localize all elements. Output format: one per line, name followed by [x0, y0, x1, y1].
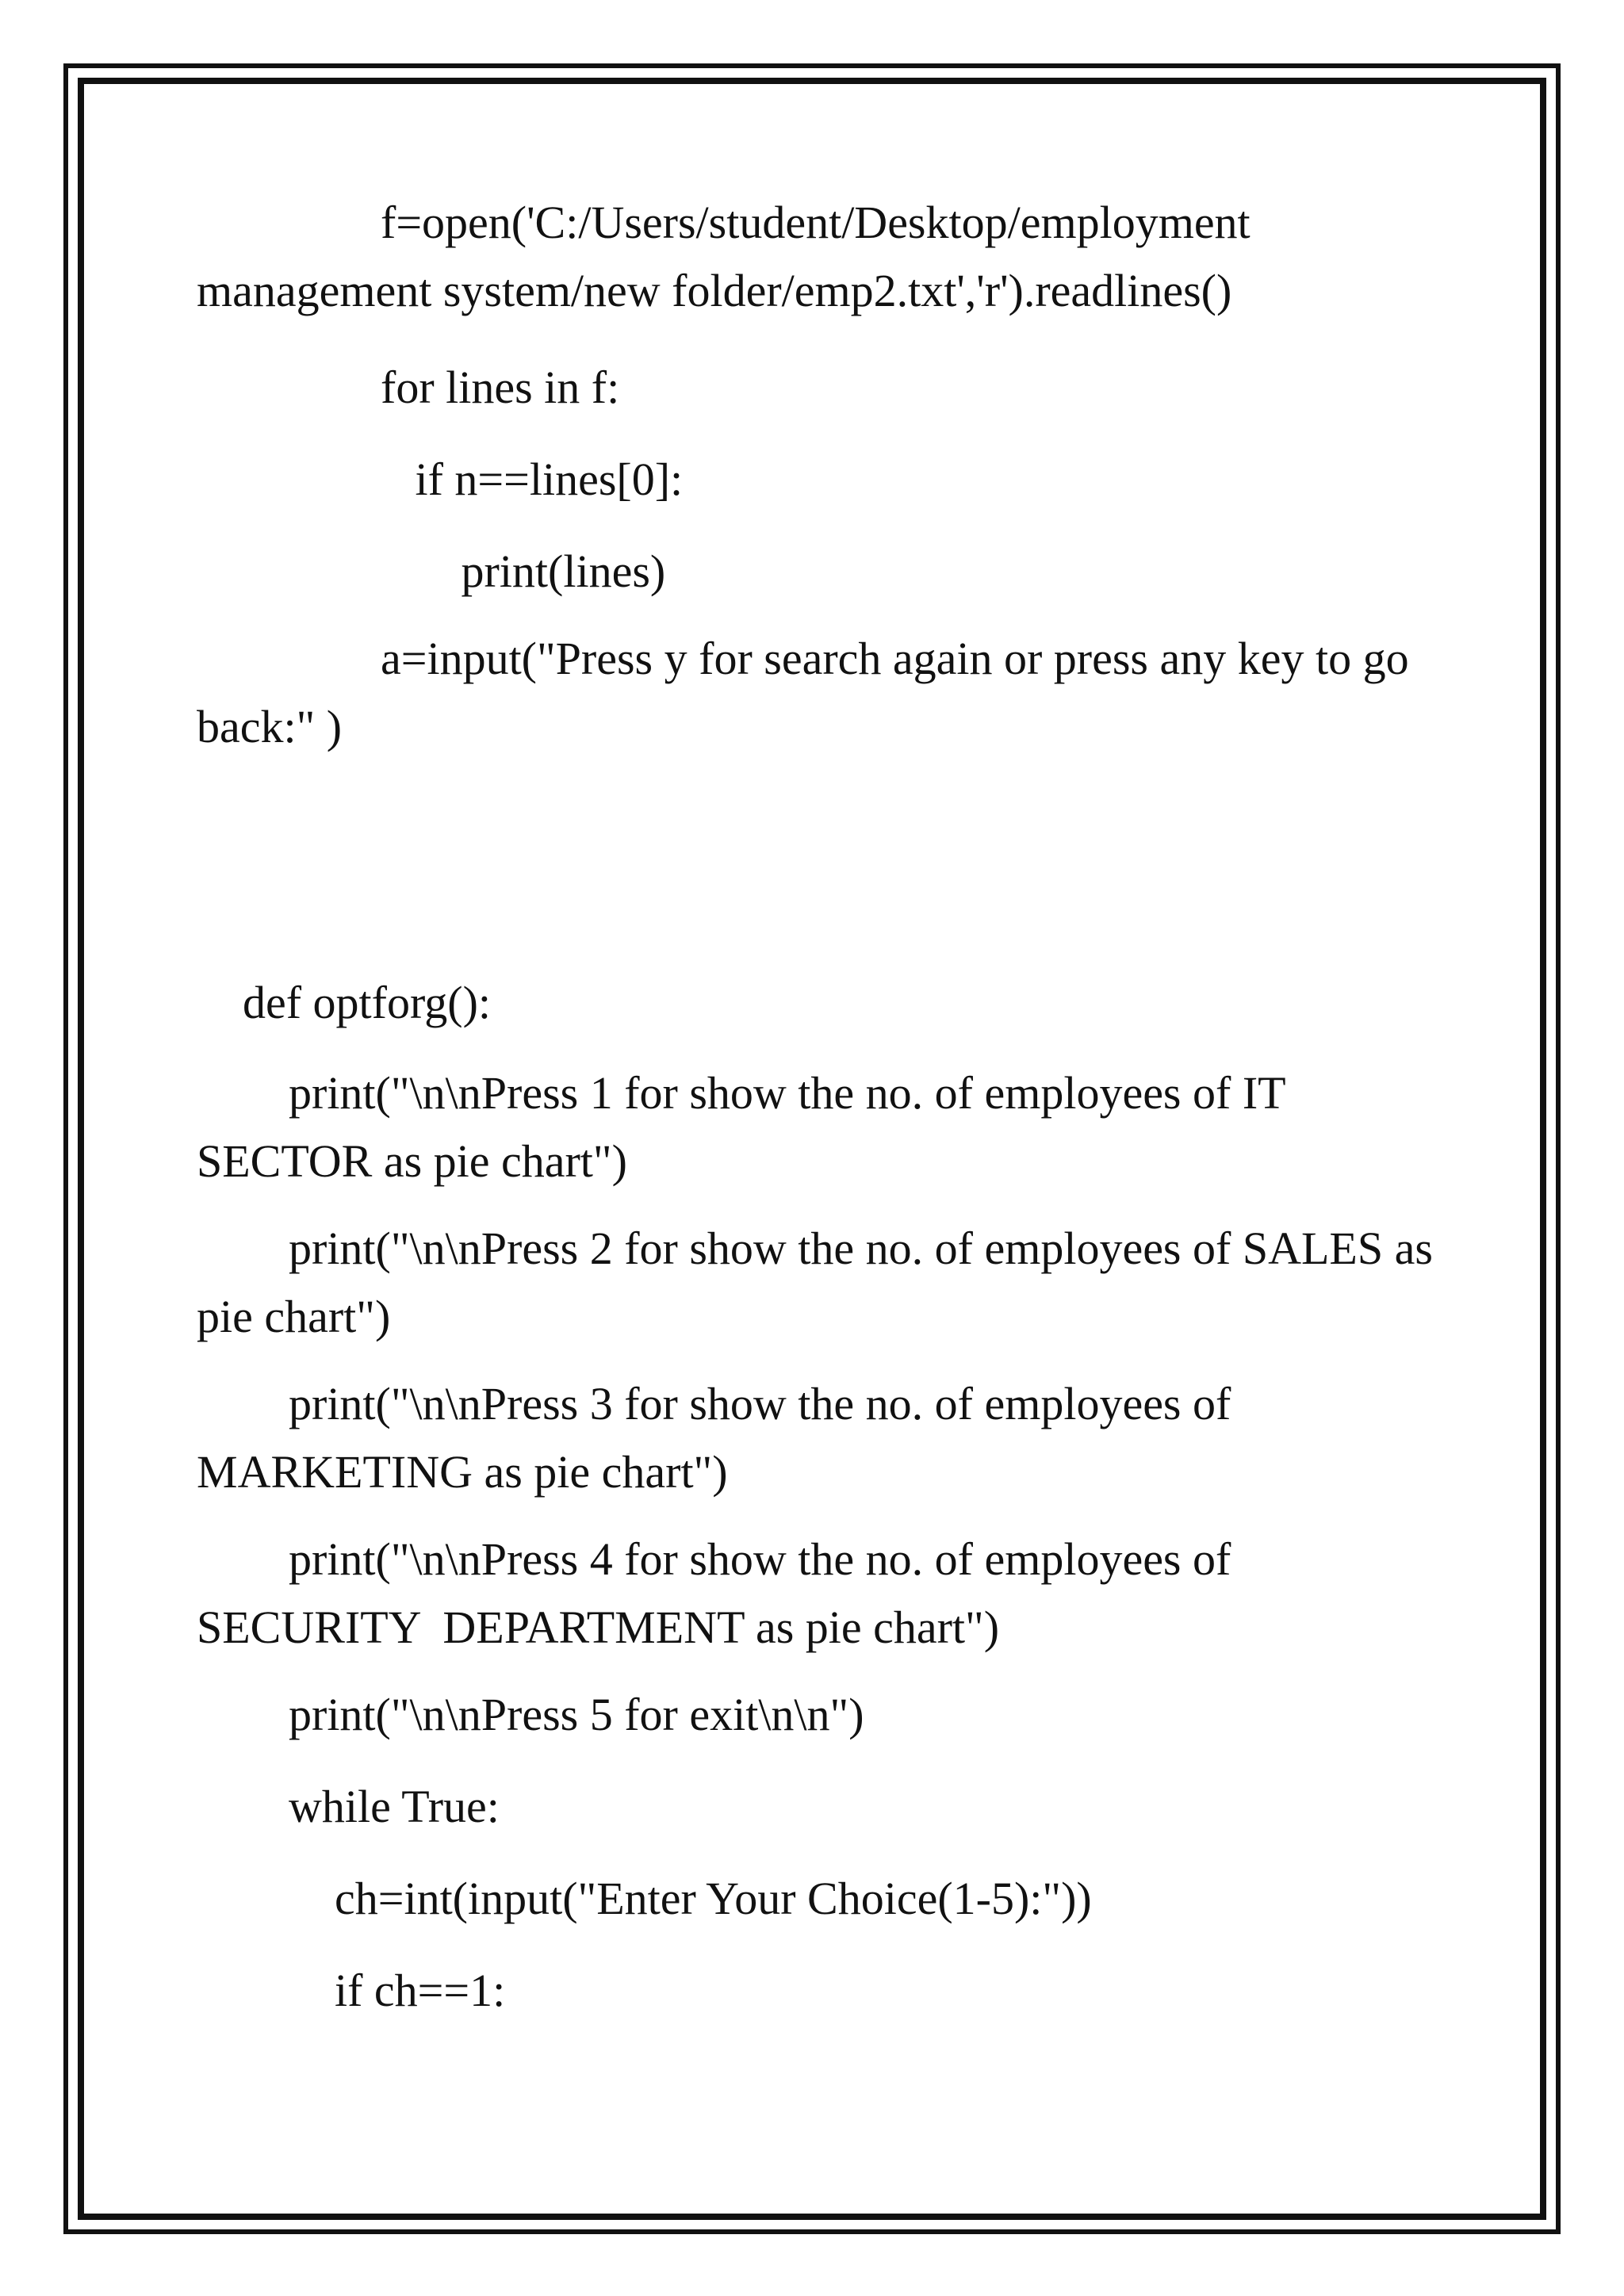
code-line-open: f=open('C:/Users/student/Desktop/employment management system/new folder/emp2.txt','r').readlines()	[197, 197, 1262, 316]
code-line-print-3: print("\n\nPress 3 for show the no. of employees of MARKETING as pie chart")	[197, 1378, 1243, 1498]
code-line-for: for lines in f:	[197, 362, 620, 413]
code-line-if-ch: if ch==1:	[197, 1965, 506, 2016]
code-line-print-4: print("\n\nPress 4 for show the no. of employees of SECURITY DEPARTMENT as pie chart")	[197, 1533, 1243, 1653]
code-line-print-1: print("\n\nPress 1 for show the no. of employees of IT SECTOR as pie chart")	[197, 1067, 1297, 1187]
code-line-print-2: print("\n\nPress 2 for show the no. of employees of SALES as pie chart")	[197, 1223, 1445, 1342]
code-line-input: a=input("Press y for search again or press any key to go back:" )	[197, 633, 1421, 752]
code-line-ch-input: ch=int(input("Enter Your Choice(1-5):"))	[197, 1873, 1092, 1924]
code-line-print-5: print("\n\nPress 5 for exit\n\n")	[197, 1689, 864, 1740]
code-line-if: if n==lines[0]:	[197, 453, 684, 505]
code-line-while: while True:	[197, 1781, 500, 1832]
code-line-def: def optforg():	[197, 977, 491, 1028]
code-line-print-lines: print(lines)	[197, 545, 666, 597]
